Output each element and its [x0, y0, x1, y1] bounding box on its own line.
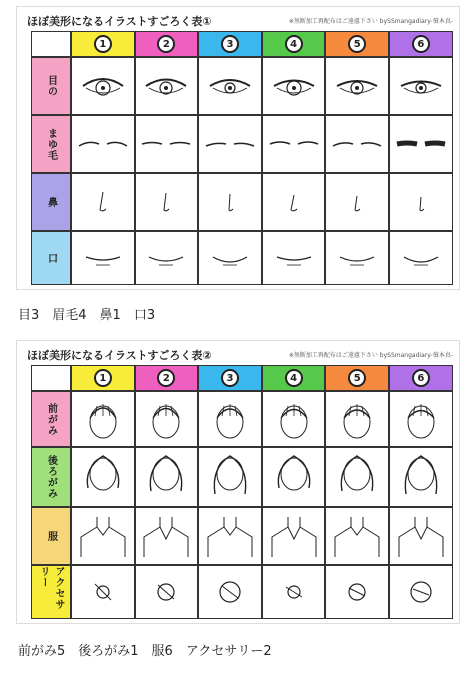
- cell-drawing: [325, 231, 389, 285]
- cell-drawing: [389, 231, 453, 285]
- column-header-3: [198, 31, 262, 57]
- cell-drawing: [325, 447, 389, 507]
- column-number: 4: [285, 35, 303, 53]
- row-label-1: 前がみ: [31, 391, 71, 447]
- cell-drawing: [198, 173, 262, 231]
- cell-drawing: [135, 447, 199, 507]
- row-label-3: 鼻: [31, 173, 71, 231]
- row-label-1: 目の: [31, 57, 71, 115]
- row-label-4: 口: [31, 231, 71, 285]
- cell-drawing: [389, 173, 453, 231]
- cell-drawing: [198, 565, 262, 619]
- cell-drawing: [325, 565, 389, 619]
- cell-drawing: [135, 391, 199, 447]
- row-label-3: 服: [31, 507, 71, 565]
- cell-drawing: [262, 57, 326, 115]
- sheet-1-credit: ※無断加工再配布はご遠慮下さい bySSmangadiary-憤本真-: [288, 18, 453, 25]
- cell-drawing: [262, 173, 326, 231]
- cell-drawing: [135, 231, 199, 285]
- cell-drawing: [389, 391, 453, 447]
- column-number: 1: [94, 35, 112, 53]
- column-number: 2: [157, 35, 175, 53]
- column-number: 5: [348, 35, 366, 53]
- row-label-2: 後ろがみ: [31, 447, 71, 507]
- cell-drawing: [389, 57, 453, 115]
- sheet-2-image: [16, 340, 460, 624]
- column-header-1: [71, 31, 135, 57]
- column-number: 6: [412, 369, 430, 387]
- cell-drawing: [198, 507, 262, 565]
- cell-drawing: [71, 565, 135, 619]
- column-header-4: [262, 365, 326, 391]
- column-number: 1: [94, 369, 112, 387]
- cell-drawing: [262, 447, 326, 507]
- cell-drawing: [71, 231, 135, 285]
- column-header-2: [135, 31, 199, 57]
- row-label-4: アクセサリー: [31, 565, 71, 619]
- column-header-4: [262, 31, 326, 57]
- cell-drawing: [198, 391, 262, 447]
- cell-drawing: [135, 507, 199, 565]
- cell-drawing: [262, 391, 326, 447]
- cell-drawing: [262, 115, 326, 173]
- column-header-5: [325, 31, 389, 57]
- cell-drawing: [71, 391, 135, 447]
- sheet-1-title: ほぼ美形になるイラストすごろく表①: [27, 15, 212, 28]
- cell-drawing: [389, 565, 453, 619]
- cell-drawing: [262, 507, 326, 565]
- column-number: 4: [285, 369, 303, 387]
- sheet-2-result-caption: 前がみ5 後ろがみ1 服6 アクセサリー2: [18, 644, 272, 659]
- column-header-5: [325, 365, 389, 391]
- sheet-1-grid: [31, 31, 453, 285]
- cell-drawing: [198, 115, 262, 173]
- cell-drawing: [389, 115, 453, 173]
- column-header-1: [71, 365, 135, 391]
- column-number: 2: [157, 369, 175, 387]
- cell-drawing: [71, 447, 135, 507]
- cell-drawing: [198, 231, 262, 285]
- cell-drawing: [389, 507, 453, 565]
- column-number: 3: [221, 369, 239, 387]
- column-number: 3: [221, 35, 239, 53]
- cell-drawing: [71, 507, 135, 565]
- cell-drawing: [71, 57, 135, 115]
- corner-cell: [31, 365, 71, 391]
- sheet-1-image: [16, 6, 460, 290]
- sheet-1-result-caption: 目3 眉毛4 鼻1 口3: [18, 308, 156, 323]
- sheet-2-grid: [31, 365, 453, 619]
- sheet-2-credit: ※無断加工再配布はご遠慮下さい bySSmangadiary-憤本真-: [288, 352, 453, 359]
- column-number: 5: [348, 369, 366, 387]
- cell-drawing: [198, 447, 262, 507]
- sheet-2-title: ほぼ美形になるイラストすごろく表②: [27, 349, 212, 362]
- cell-drawing: [71, 173, 135, 231]
- cell-drawing: [135, 115, 199, 173]
- cell-drawing: [325, 115, 389, 173]
- cell-drawing: [325, 507, 389, 565]
- column-header-2: [135, 365, 199, 391]
- cell-drawing: [262, 231, 326, 285]
- column-header-3: [198, 365, 262, 391]
- row-label-2: まゆ毛: [31, 115, 71, 173]
- cell-drawing: [135, 173, 199, 231]
- cell-drawing: [325, 57, 389, 115]
- cell-drawing: [198, 57, 262, 115]
- cell-drawing: [389, 447, 453, 507]
- cell-drawing: [135, 565, 199, 619]
- cell-drawing: [325, 173, 389, 231]
- cell-drawing: [262, 565, 326, 619]
- column-header-6: [389, 365, 453, 391]
- cell-drawing: [325, 391, 389, 447]
- column-number: 6: [412, 35, 430, 53]
- cell-drawing: [135, 57, 199, 115]
- corner-cell: [31, 31, 71, 57]
- column-header-6: [389, 31, 453, 57]
- cell-drawing: [71, 115, 135, 173]
